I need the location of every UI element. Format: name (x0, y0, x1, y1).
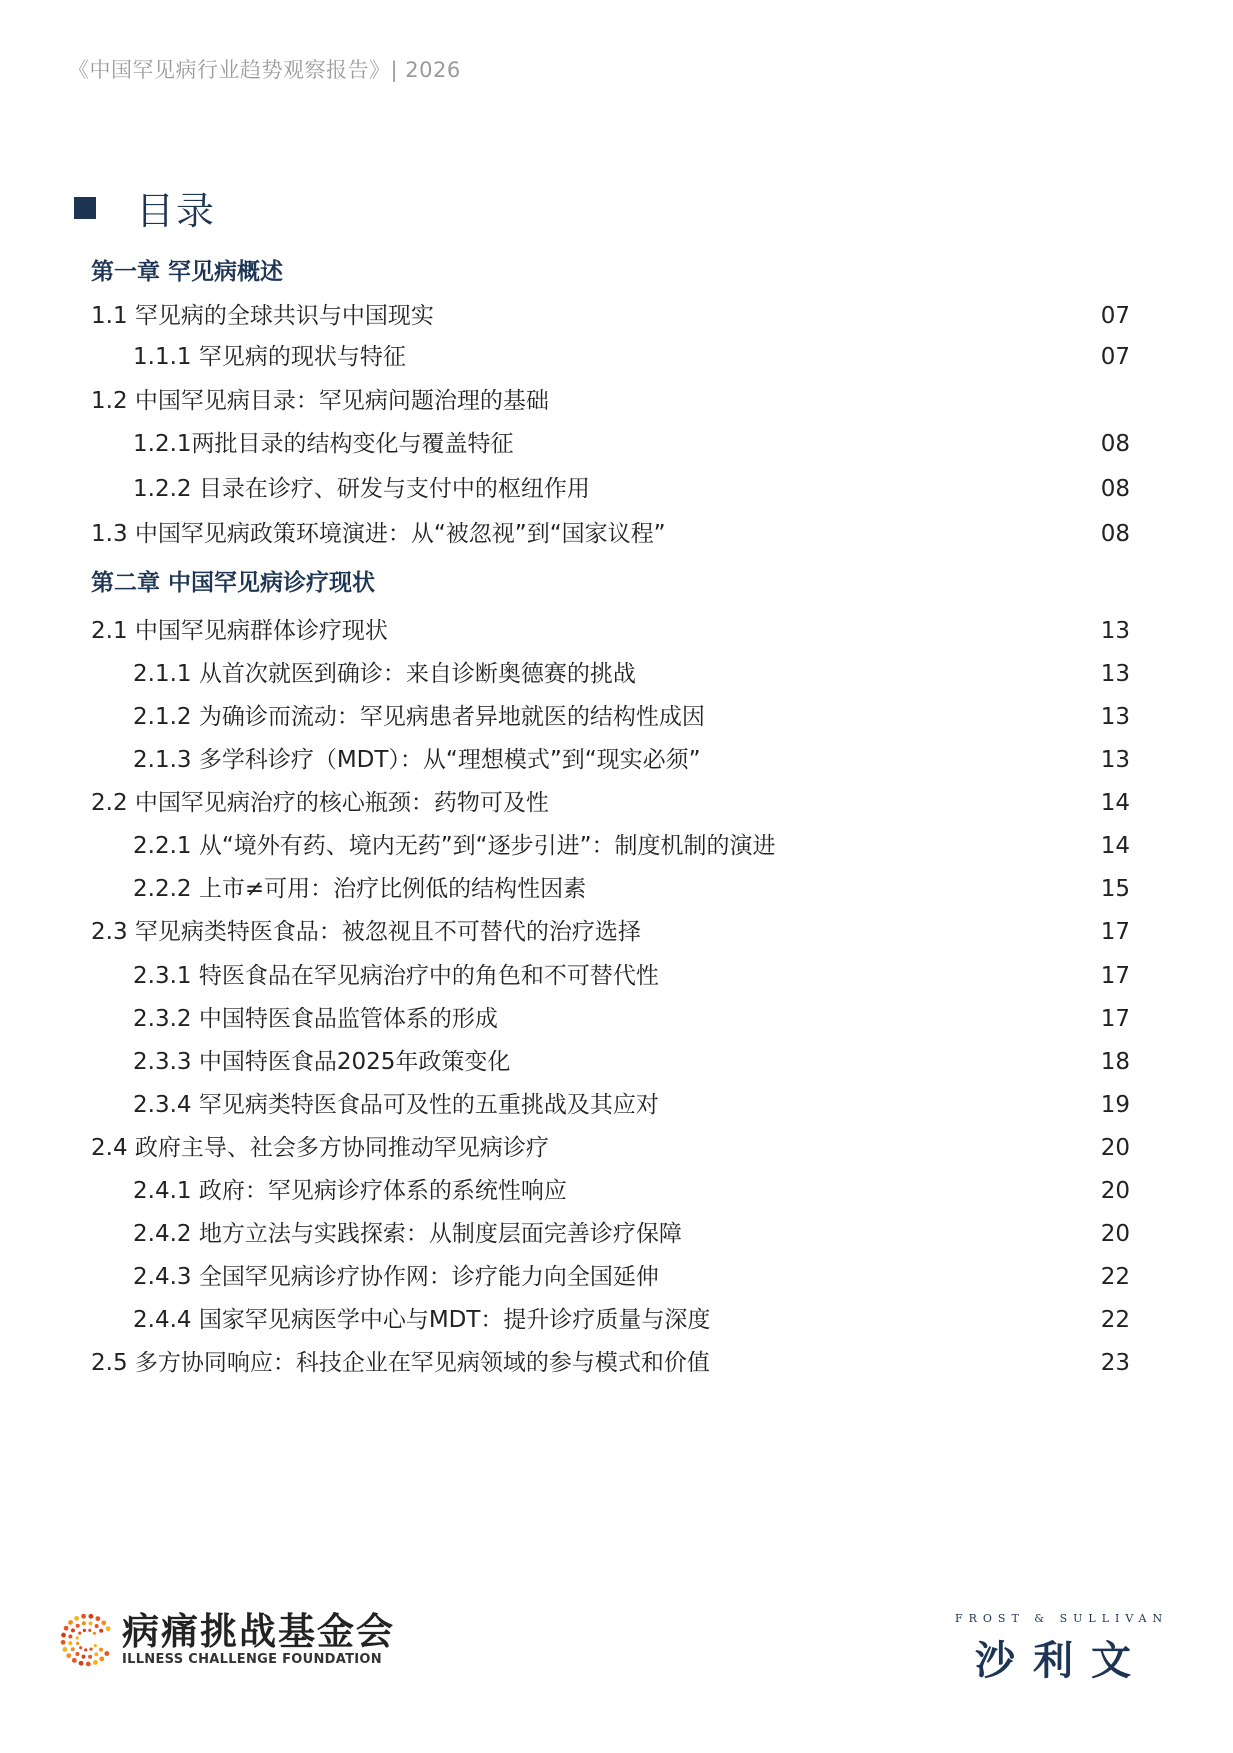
toc-subsection-entry[interactable] (0, 740, 1233, 780)
entry-page-number: 14 (1100, 833, 1130, 859)
entry-title: 2.4.4 国家罕见病医学中心与MDT：提升诊疗质量与深度 (133, 1307, 711, 1333)
entry-title: 2.2.2 上市≠可用：治疗比例低的结构性因素 (133, 876, 587, 902)
entry-page-number: 17 (1100, 919, 1130, 945)
chapter-title: 第二章 中国罕见病诊疗现状 (91, 570, 376, 596)
entry-title: 2.3.4 罕见病类特医食品可及性的五重挑战及其应对 (133, 1092, 659, 1118)
entry-title: 2.1.3 多学科诊疗（MDT）：从“理想模式”到“现实必须” (133, 747, 701, 773)
square-bullet-icon (74, 197, 96, 219)
entry-title: 2.4 政府主导、社会多方协同推动罕见病诊疗 (91, 1135, 549, 1161)
toc-subsection-entry[interactable] (0, 1042, 1233, 1082)
toc-subsection-entry[interactable] (0, 654, 1233, 694)
entry-title: 2.3.3 中国特医食品2025年政策变化 (133, 1049, 511, 1075)
entry-title: 2.1.2 为确诊而流动：罕见病患者异地就医的结构性成因 (133, 704, 705, 730)
partner-name-en: FROST & SULLIVAN (955, 1612, 1169, 1625)
toc-title: 目录 (136, 189, 217, 233)
toc-subsection-entry[interactable] (0, 999, 1233, 1039)
entry-title: 1.1 罕见病的全球共识与中国现实 (91, 303, 434, 329)
entry-title: 2.1 中国罕见病群体诊疗现状 (91, 618, 388, 644)
icf-logo (60, 1612, 395, 1668)
chapter-heading[interactable] (0, 563, 1233, 603)
toc-subsection-entry[interactable] (0, 1300, 1233, 1340)
entry-page-number: 13 (1100, 747, 1130, 773)
entry-page-number: 08 (1100, 476, 1130, 502)
entry-page-number: 20 (1100, 1178, 1130, 1204)
toc-subsection-entry[interactable] (0, 1085, 1233, 1125)
entry-page-number: 07 (1100, 303, 1130, 329)
entry-page-number: 07 (1100, 344, 1130, 370)
toc-section-entry[interactable] (0, 1343, 1233, 1383)
toc-heading (74, 180, 216, 235)
entry-title: 2.2 中国罕见病治疗的核心瓶颈：药物可及性 (91, 790, 549, 816)
entry-page-number: 17 (1100, 963, 1130, 989)
entry-title: 2.4.2 地方立法与实践探索：从制度层面完善诊疗保障 (133, 1221, 682, 1247)
toc-subsection-entry[interactable] (0, 424, 1233, 464)
toc-subsection-entry[interactable] (0, 956, 1233, 996)
toc-subsection-entry[interactable] (0, 1257, 1233, 1297)
entry-title: 2.4.1 政府：罕见病诊疗体系的系统性响应 (133, 1178, 567, 1204)
toc-subsection-entry[interactable] (0, 1171, 1233, 1211)
entry-page-number: 23 (1100, 1350, 1130, 1376)
entry-page-number: 18 (1100, 1049, 1130, 1075)
entry-page-number: 19 (1100, 1092, 1130, 1118)
toc-section-entry[interactable] (0, 296, 1233, 336)
entry-title: 2.3.1 特医食品在罕见病治疗中的角色和不可替代性 (133, 963, 659, 989)
toc-subsection-entry[interactable] (0, 826, 1233, 866)
entry-page-number: 13 (1100, 661, 1130, 687)
entry-page-number: 15 (1100, 876, 1130, 902)
entry-page-number: 08 (1100, 431, 1130, 457)
org-name-cn: 病痛挑战基金会 (122, 1610, 395, 1653)
partner-name-cn: 沙利文 (975, 1638, 1149, 1684)
entry-page-number: 13 (1100, 618, 1130, 644)
toc-section-entry[interactable] (0, 514, 1233, 554)
report-header: 《中国罕见病行业趋势观察报告》| 2026 (68, 58, 461, 82)
toc-subsection-entry[interactable] (0, 1214, 1233, 1254)
toc-subsection-entry[interactable] (0, 697, 1233, 737)
chapter-heading[interactable] (0, 252, 1233, 292)
entry-title: 1.1.1 罕见病的现状与特征 (133, 344, 406, 370)
frost-sullivan-logo (955, 1612, 1175, 1686)
entry-page-number: 22 (1100, 1307, 1130, 1333)
toc-subsection-entry[interactable] (0, 337, 1233, 377)
entry-title: 2.1.1 从首次就医到确诊：来自诊断奥德赛的挑战 (133, 661, 636, 687)
entry-title: 2.2.1 从“境外有药、境内无药”到“逐步引进”：制度机制的演进 (133, 833, 776, 859)
toc-section-entry[interactable] (0, 381, 1233, 421)
entry-title: 2.3.2 中国特医食品监管体系的形成 (133, 1006, 498, 1032)
entry-title: 1.2.2 目录在诊疗、研发与支付中的枢纽作用 (133, 476, 590, 502)
entry-title: 1.3 中国罕见病政策环境演进：从“被忽视”到“国家议程” (91, 521, 666, 547)
toc-section-entry[interactable] (0, 912, 1233, 952)
entry-title: 2.3 罕见病类特医食品：被忽视且不可替代的治疗选择 (91, 919, 641, 945)
chapter-title: 第一章 罕见病概述 (91, 259, 284, 285)
entry-page-number: 20 (1100, 1135, 1130, 1161)
org-name-en: ILLNESS CHALLENGE FOUNDATION (122, 1652, 382, 1667)
toc-subsection-entry[interactable] (0, 869, 1233, 909)
entry-page-number: 08 (1100, 521, 1130, 547)
entry-title: 1.2.1两批目录的结构变化与覆盖特征 (133, 431, 514, 457)
entry-page-number: 22 (1100, 1264, 1130, 1290)
toc-section-entry[interactable] (0, 611, 1233, 651)
entry-page-number: 14 (1100, 790, 1130, 816)
entry-page-number: 20 (1100, 1221, 1130, 1247)
toc-section-entry[interactable] (0, 1128, 1233, 1168)
toc-subsection-entry[interactable] (0, 469, 1233, 509)
entry-title: 1.2 中国罕见病目录：罕见病问题治理的基础 (91, 388, 549, 414)
entry-title: 2.4.3 全国罕见病诊疗协作网：诊疗能力向全国延伸 (133, 1264, 659, 1290)
entry-page-number: 17 (1100, 1006, 1130, 1032)
entry-page-number: 13 (1100, 704, 1130, 730)
dotted-ring-logo-icon (60, 1613, 114, 1667)
toc-section-entry[interactable] (0, 783, 1233, 823)
entry-title: 2.5 多方协同响应：科技企业在罕见病领域的参与模式和价值 (91, 1350, 710, 1376)
